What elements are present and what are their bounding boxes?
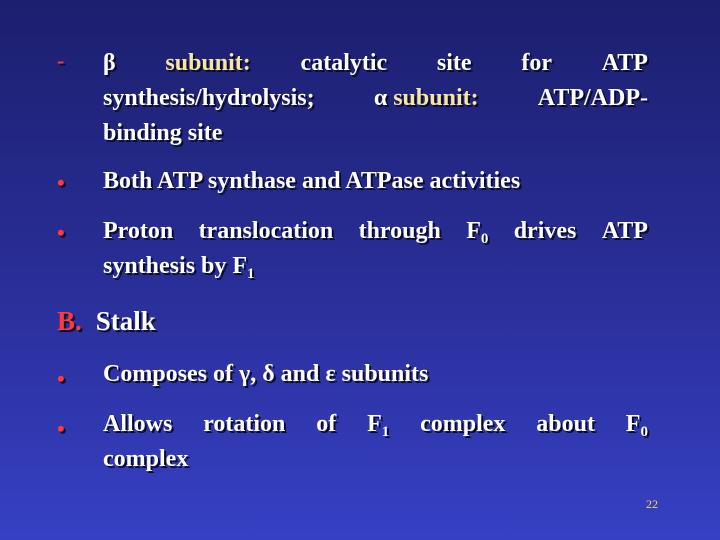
word-catalytic: catalytic: [300, 50, 388, 76]
section-heading-stalk: [57, 303, 156, 339]
f1-term: [367, 407, 389, 442]
word-allows: Allows: [103, 411, 173, 437]
bullet-dot: •: [57, 416, 65, 441]
bullet-dot: •: [57, 170, 65, 195]
f-letter: F: [367, 411, 382, 437]
f1-subscript: 1: [381, 424, 390, 440]
item-beta-line-1: [103, 46, 648, 81]
word-synthesis-hydrolysis: synthesis/hydrolysis;: [103, 85, 315, 111]
item-beta-line-2: [103, 81, 648, 116]
item-proton-line-1: [103, 214, 648, 249]
word-translocation: translocation: [198, 218, 334, 244]
item-composes: Composes of γ, δ and ε subunits: [103, 361, 429, 387]
item-both-activities: Both ATP synthase and ATPase activities: [103, 168, 521, 194]
word-for: for: [521, 50, 552, 76]
alpha-subunit-label: subunit:: [393, 85, 479, 111]
f0-term: [626, 407, 648, 442]
f0-subscript: 0: [640, 424, 648, 440]
item-beta-line-3: binding site: [103, 120, 223, 146]
greek-alpha: α: [373, 85, 388, 111]
word-atp: ATP: [601, 218, 648, 244]
synthesis-by-text: synthesis by F: [103, 253, 248, 279]
word-atp-adp: ATP/ADP-: [537, 85, 648, 111]
word-site: site: [436, 50, 472, 76]
word-drives: drives: [513, 218, 577, 244]
greek-alpha-group: [374, 81, 479, 116]
f-letter: F: [625, 411, 641, 437]
item-proton-translocation: [103, 214, 648, 284]
bullet-dot: •: [57, 366, 65, 391]
section-letter: B.: [57, 306, 82, 336]
bullet-dot: •: [57, 220, 65, 245]
word-proton: Proton: [103, 218, 174, 244]
beta-subunit-label: subunit:: [165, 50, 251, 76]
word-complex: complex: [420, 411, 506, 437]
f1-subscript: 1: [247, 266, 255, 282]
page-number: 22: [646, 497, 658, 511]
word-about: about: [536, 411, 595, 437]
word-of: of: [316, 411, 337, 437]
word-rotation: rotation: [203, 411, 286, 437]
item-allows-line-1: [103, 407, 648, 442]
item-beta-subunit: [103, 46, 648, 151]
item-allows-rotation: [103, 407, 648, 477]
word-atp: ATP: [601, 50, 648, 76]
item-proton-line-2: [103, 249, 648, 284]
dash-bullet: -: [57, 48, 65, 73]
section-title: Stalk: [95, 306, 156, 336]
item-allows-line-2: complex: [103, 446, 189, 472]
word-through: through: [358, 218, 441, 244]
f0-subscript: 0: [480, 231, 489, 247]
f-letter: F: [466, 218, 481, 244]
f0-term: [466, 214, 488, 249]
greek-beta: β: [103, 50, 116, 76]
